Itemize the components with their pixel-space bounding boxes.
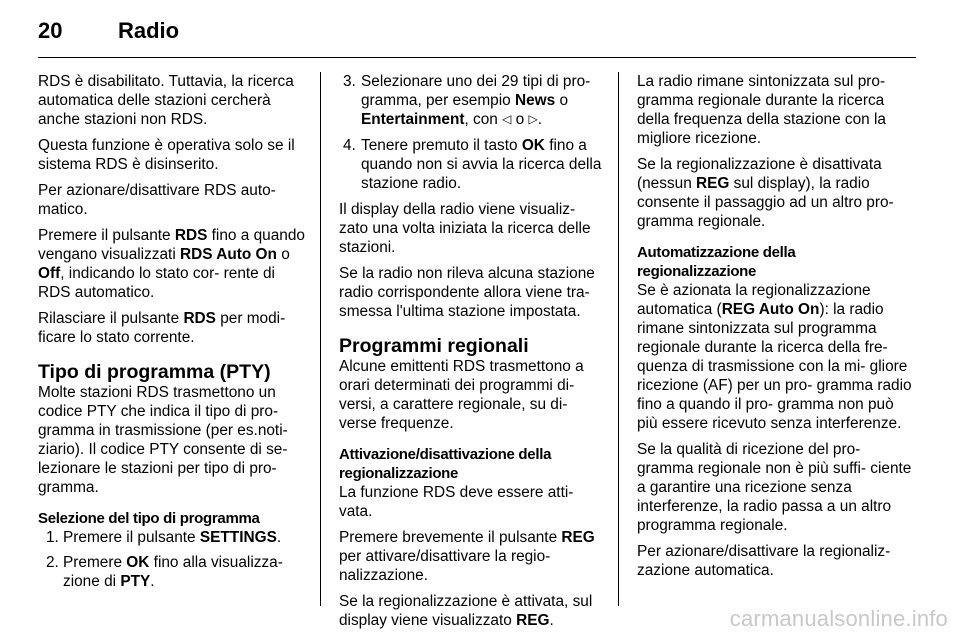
paragraph: Per azionare/disattivare RDS auto- matico. (38, 182, 276, 218)
list-item: 2. Premere OK fino alla visualizza- zione di PTY. (46, 554, 283, 590)
paragraph: La radio rimane sintonizzata sul pro- gramma regionale durante la ricerca della frequenza della stazione con la migliore ricezione. (637, 73, 886, 147)
header-rule (38, 57, 916, 58)
paragraph: Il display della radio viene visualiz- zato una volta iniziata la ricerca delle stazioni. (339, 201, 591, 256)
list-item: 4. Tenere premuto il tasto OK fino a quando non si avvia la ricerca della stazione radio. (343, 137, 602, 192)
column-divider-1 (320, 72, 321, 606)
paragraph: Alcune emittenti RDS trasmettono a orari determinati dei programmi di- versi, a carattere regionale, su di- verse frequenze. (339, 358, 584, 432)
paragraph: Premere brevemente il pulsante REG per attivare/disattivare la regio- nalizzazione. (339, 529, 595, 584)
steps-list (38, 528, 308, 591)
paragraph: Se la regionalizzazione è disattivata (nessun REG sul display), la radio consente il passaggio ad un altro pro- gramma regionale. (637, 156, 894, 230)
subheading-automation: Automatizzazione della regionalizzazione (637, 244, 796, 280)
paragraph: La funzione RDS deve essere atti- vata. (339, 484, 574, 520)
subheading-program-selection: Selezione del tipo di programma (38, 510, 260, 527)
steps-list (339, 72, 607, 193)
paragraph: Se la regionalizzazione è attivata, sul display viene visualizzato REG. (339, 593, 593, 629)
paragraph: Se la radio non rileva alcuna stazione radio corrispondente allora viene tra- smessa l'ultima stazione impostata. (339, 265, 595, 320)
right-triangle-icon: ▷ (528, 112, 538, 126)
paragraph: Questa funzione è operativa solo se il sistema RDS è disinserito. (38, 137, 295, 173)
paragraph: Premere il pulsante RDS fino a quando vengano visualizzati RDS Auto On o Off, indicando lo stato cor- rente di RDS automatico. (38, 227, 305, 301)
paragraph: Per azionare/disattivare la regionaliz- zazione automatica. (637, 543, 891, 579)
heading-regional-programs: Programmi regionali (339, 335, 529, 357)
heading-pty: Tipo di programma (PTY) (38, 361, 271, 383)
watermark: carmanualsonline.info (729, 606, 948, 631)
paragraph: Se è azionata la regionalizzazione automatica (REG Auto On): la radio rimane sintonizzata sul programma regionale durante la ricerca della fre- quenza di trasmissione con la mi- gliore ricezione (AF) per un pro- gramma radio fino a quando il pro- gramma non può più essere ricevuto senza interferenze. (637, 282, 912, 432)
section-title: Radio (118, 18, 180, 43)
column-1 (38, 72, 308, 598)
list-item: 1. Premere il pulsante SETTINGS. (46, 529, 282, 546)
paragraph: Molte stazioni RDS trasmettono un codice PTY che indica il tipo di pro- gramma in trasmissione (per es.noti- ziario). Il codice PTY consente di se- lezionare le stazioni per tipo di pro- gramma. (38, 384, 288, 496)
paragraph: RDS è disabilitato. Tuttavia, la ricerca automatica delle stazioni cercherà anche stazioni non RDS. (38, 73, 294, 128)
subheading-activation: Attivazione/disattivazione della regionalizzazione (339, 446, 552, 482)
column-2 (339, 72, 607, 637)
column-3 (637, 72, 913, 587)
page-header (38, 14, 918, 50)
list-item: 3. Selezionare uno dei 29 tipi di pro- gramma, per esempio News o Entertainment, con ◁ o ▷. (343, 73, 591, 128)
page-number: 20 (38, 18, 63, 43)
left-triangle-icon: ◁ (502, 112, 512, 126)
column-divider-2 (618, 72, 619, 606)
paragraph: Se la qualità di ricezione del pro- gramma regionale non è più suffi- ciente a garantire una ricezione senza interferenze, la radio passa a un altro programma regionale. (637, 441, 912, 534)
paragraph: Rilasciare il pulsante RDS per modi- ficare lo stato corrente. (38, 310, 286, 346)
